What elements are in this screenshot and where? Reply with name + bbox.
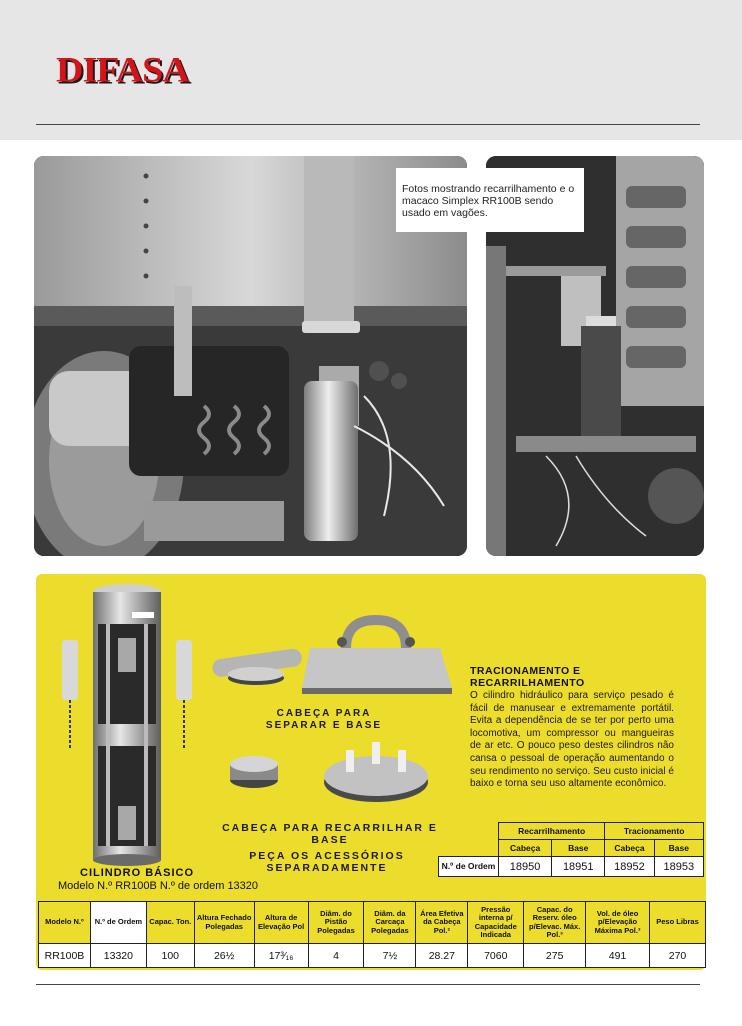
spec-cell: 13320 <box>90 944 146 968</box>
spec-cell: 7060 <box>468 944 524 968</box>
specification-table <box>38 901 706 968</box>
spec-cell: 26½ <box>194 944 254 968</box>
sub-header: Base <box>552 840 605 857</box>
pulling-head-piece <box>211 648 303 685</box>
spec-cell: 270 <box>650 944 706 968</box>
description-text: O cilindro hidráulico para serviço pesado é fácil de manusear e extremamente portátil. Evita a dependência de se ter por perto uma locomotiva, um compressor ou mangueiras de ar etc. O pouco peso destes cilindros não cansa o pessoal de operação aumentando o seu rendimento no serviço. Seu custo inicial é baixo e torna seu uso altamente econômico. <box>470 690 674 790</box>
header-divider <box>36 124 700 125</box>
spec-header: Pressão interna p/ Capacidade Indicada <box>468 902 524 944</box>
order-note: PEÇA OS ACESSÓRIOS SEPARADAMENTE <box>249 850 405 874</box>
spec-cell: 17³⁄₁₆ <box>254 944 308 968</box>
separate-head-label: CABEÇA PARA SEPARAR E BASE <box>265 708 383 731</box>
spec-header: Capac. do Reserv. óleo p/Elevac. Máx. Pol.³ <box>524 902 586 944</box>
accessory-order-table <box>438 822 704 877</box>
rerail-head-label: CABEÇA PARA RECARRILHAR E BASE <box>222 822 438 846</box>
description-title: TRACIONAMENTO E RECARRILHAMENTO <box>470 665 585 689</box>
rerailing-base-piece <box>324 742 428 802</box>
sub-header: Base <box>654 840 703 857</box>
spec-header: Diâm. do Pistão Polegadas <box>308 902 364 944</box>
spec-header: Capac. Ton. <box>146 902 194 944</box>
order-number-cell: 18950 <box>499 857 552 877</box>
cylinder-model: Modelo N.º RR100B N.º de ordem 13320 <box>58 880 259 892</box>
spec-header: Peso Libras <box>650 902 706 944</box>
order-number-cell: 18951 <box>552 857 605 877</box>
spec-cell: RR100B <box>39 944 91 968</box>
spec-header: Vol. de óleo p/Elevação Máxima Pol.³ <box>586 902 650 944</box>
group-header-rerail: Recarrilhamento <box>499 823 605 840</box>
spec-header: Área Efetiva da Cabeça Pol.² <box>416 902 468 944</box>
spec-cell: 7½ <box>364 944 416 968</box>
cylinder-title: CILINDRO BÁSICO <box>80 867 194 879</box>
spec-header: Diâm. da Carcaça Polegadas <box>364 902 416 944</box>
table-row <box>39 944 706 968</box>
difasa-logo: DIFASA <box>56 50 189 90</box>
sub-header: Cabeça <box>605 840 654 857</box>
spec-cell: 275 <box>524 944 586 968</box>
group-header-pull: Tracionamento <box>605 823 704 840</box>
spec-cell: 100 <box>146 944 194 968</box>
rerailing-head-piece <box>230 756 278 788</box>
spec-cell: 491 <box>586 944 650 968</box>
order-number-label: N.º de Ordem <box>439 857 499 877</box>
spec-header: Altura Fechado Polegadas <box>194 902 254 944</box>
spec-header: Modelo N.º <box>39 902 91 944</box>
photo-caption: Fotos mostrando recarrilhamento e o macaco Simplex RR100B sendo usado em vagões. <box>396 168 584 232</box>
order-number-cell: 18952 <box>605 857 654 877</box>
spec-cell: 4 <box>308 944 364 968</box>
spec-header-row <box>39 902 706 944</box>
footer-divider <box>36 984 700 985</box>
spec-cell: 28.27 <box>416 944 468 968</box>
spec-header: N.º de Ordem <box>90 902 146 944</box>
order-number-cell: 18953 <box>654 857 703 877</box>
page-header <box>0 0 742 140</box>
sub-header: Cabeça <box>499 840 552 857</box>
pulling-base-piece <box>302 620 452 694</box>
basic-cylinder-image <box>62 578 192 868</box>
spec-header: Altura de Elevação Pol <box>254 902 308 944</box>
